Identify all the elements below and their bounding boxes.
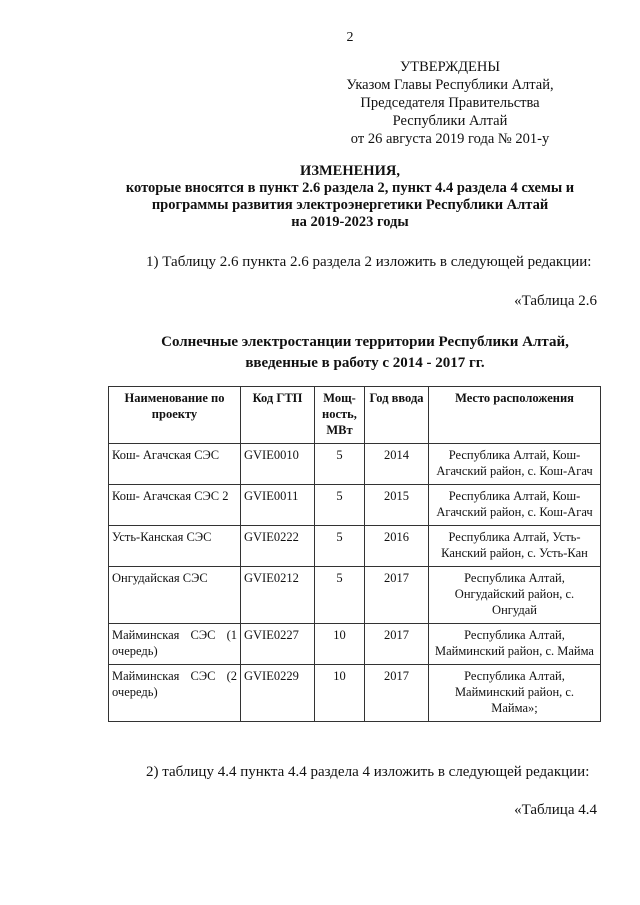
cell-year: 2014 [365,444,429,485]
cell-code: GVIE0222 [241,526,315,567]
approval-line: Председателя Правительства [360,95,540,111]
cell-name: Кош- Агачская СЭС [109,444,241,485]
title-line: программы развития электроэнергетики Республики Алтай [151,197,549,213]
cell-name: Майминская СЭС (2 очередь) [109,665,241,722]
cell-location: Республика Алтай, Кош-Агачский район, с. Кош-Агач [429,485,601,526]
table-title-line: Солнечные электростанции территории Республики Алтай, [161,334,569,350]
title-line: которые вносятся в пункт 2.6 раздела 2, пункт 4.4 раздела 4 схемы и [125,180,575,196]
cell-location: Республика Алтай, Майминский район, с. Майма [429,624,601,665]
table-row [109,485,601,526]
cell-year: 2017 [365,567,429,624]
approval-line: УТВЕРЖДЕНЫ [399,59,501,75]
cell-name: Майминская СЭС (1 очередь) [109,624,241,665]
cell-year: 2017 [365,624,429,665]
cell-power: 10 [315,665,365,722]
cell-code: GVIE0227 [241,624,315,665]
header-cell: Мощ- ность, МВт [315,387,365,444]
cell-location: Республика Алтай, Кош-Агачский район, с. Кош-Агач [429,444,601,485]
cell-power: 5 [315,567,365,624]
table-header-row [109,387,601,444]
cell-code: GVIE0011 [241,485,315,526]
cell-name: Онгудайская СЭС [109,567,241,624]
header-cell: Код ГТП [241,387,315,444]
cell-year: 2015 [365,485,429,526]
cell-name: Усть-Канская СЭС [109,526,241,567]
header-cell: Наименование по проекту [109,387,241,444]
cell-power: 5 [315,485,365,526]
approval-block [300,58,600,148]
header-cell: Место расположения [429,387,601,444]
table-4-4-label: «Таблица 4.4 [514,802,597,818]
cell-location: Республика Алтай, Онгудайский район, с. Онгудай [429,567,601,624]
cell-location: Республика Алтай, Майминский район, с. Майма»; [429,665,601,722]
page-number: 2 [346,30,354,45]
table-row [109,444,601,485]
cell-code: GVIE0229 [241,665,315,722]
header-cell: Год ввода [365,387,429,444]
title-line: на 2019-2023 годы [291,214,409,230]
cell-code: GVIE0010 [241,444,315,485]
solar-stations-table [108,386,601,722]
table-row [109,567,601,624]
cell-power: 5 [315,526,365,567]
cell-year: 2017 [365,665,429,722]
table-2-6-label: «Таблица 2.6 [514,293,597,309]
table-row [109,526,601,567]
approval-line: Республики Алтай [392,113,508,129]
cell-name: Кош- Агачская СЭС 2 [109,485,241,526]
cell-power: 5 [315,444,365,485]
approval-line: от 26 августа 2019 года № 201-у [350,131,550,147]
table-row [109,665,601,722]
title-line: ИЗМЕНЕНИЯ, [300,163,400,179]
item-1-paragraph: 1) Таблицу 2.6 пункта 2.6 раздела 2 изложить в следующей редакции: [146,254,592,270]
item-2-paragraph: 2) таблицу 4.4 пункта 4.4 раздела 4 изложить в следующей редакции: [146,764,590,780]
table-title [150,332,580,374]
approval-line: Указом Главы Республики Алтай, [346,77,554,93]
cell-location: Республика Алтай, Усть-Канский район, с. Усть-Кан [429,526,601,567]
table-title-line: введенные в работу с 2014 - 2017 гг. [245,355,485,371]
cell-code: GVIE0212 [241,567,315,624]
cell-year: 2016 [365,526,429,567]
table-row [109,624,601,665]
cell-power: 10 [315,624,365,665]
document-title [0,163,640,231]
